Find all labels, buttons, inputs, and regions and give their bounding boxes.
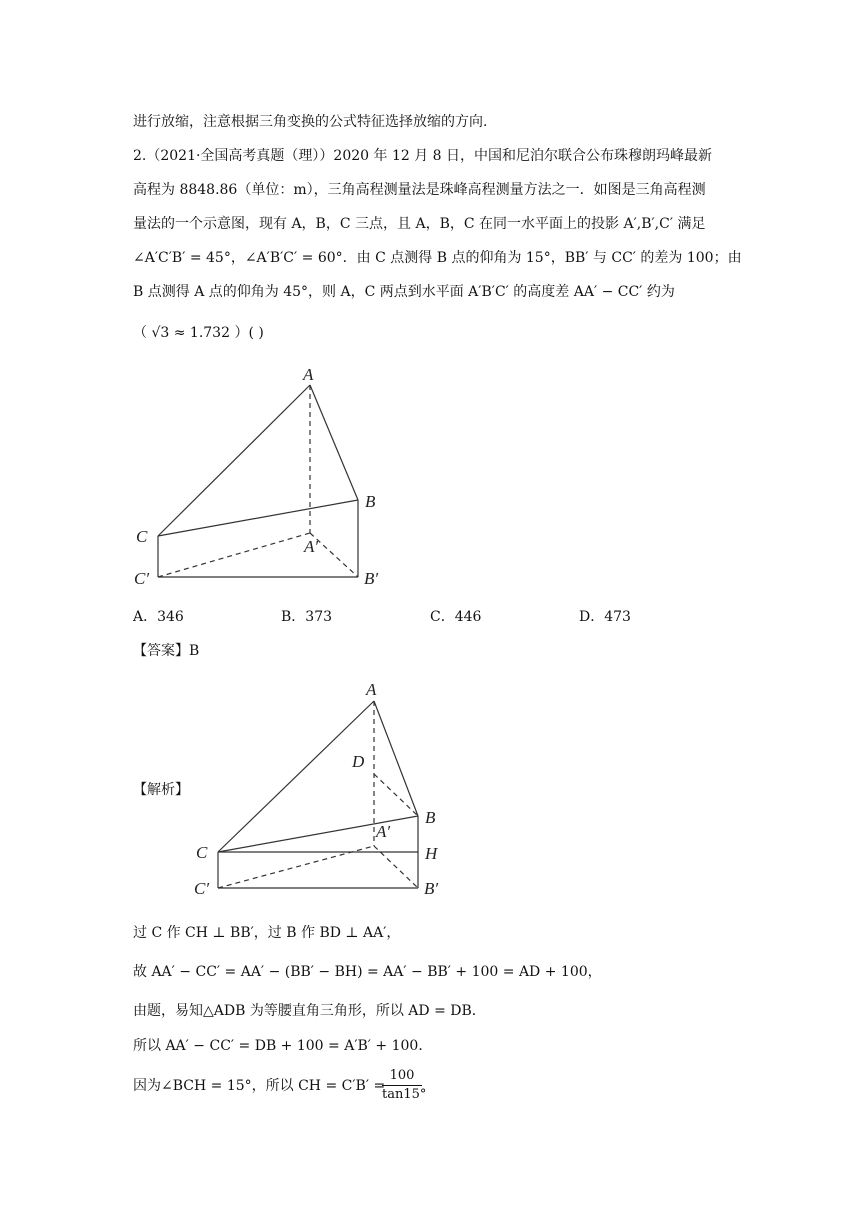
problem-line-5: B 点测得 A 点的仰角为 45°，则 A，C 两点到水平面 A′B′C′ 的高度差 AA′ − CC′ 约为: [133, 284, 675, 300]
solution-line-4: 所以 AA′ − CC′ = DB + 100 = A′B′ + 100．: [133, 1038, 433, 1054]
fig2-label-b-prime: B′: [424, 879, 439, 898]
fraction-denominator: tan15°: [382, 1087, 427, 1102]
fig2-label-c: C: [196, 843, 208, 862]
fig2-label-b: B: [425, 808, 436, 827]
solution-line-3: 由题，易知△ADB 为等腰直角三角形，所以 AD = DB．: [133, 1003, 486, 1019]
fraction-100-over-tan15: [382, 1068, 427, 1103]
problem-line-2: 高程为 8848.86（单位：m），三角高程测量法是珠峰高程测量方法之一．如图是三角高程测: [133, 182, 706, 198]
fig1-label-b: B: [365, 492, 376, 511]
fig1-label-b-prime: B′: [364, 569, 379, 588]
fig2-label-h: H: [425, 844, 438, 863]
fig2-label-a: A: [366, 680, 377, 699]
figure-1-diagram: [120, 355, 400, 600]
fig1-label-c-prime: C′: [134, 569, 150, 588]
problem-line-1: 2.（2021·全国高考真题（理））2020 年 12 月 8 日，中国和尼泊尔联合公布珠穆朗玛峰最新: [133, 148, 713, 164]
solution-line-2: 故 AA′ − CC′ = AA′ − (BB′ − BH) = AA′ − BB′ + 100 = AD + 100，: [133, 964, 602, 980]
problem-line-4: ∠A′C′B′ = 45°，∠A′B′C′ = 60°．由 C 点测得 B 点的仰角为 15°，BB′ 与 CC′ 的差为 100；由: [133, 250, 742, 266]
intro-line: 进行放缩，注意根据三角变换的公式特征选择放缩的方向.: [133, 114, 488, 130]
solution-line-1: 过 C 作 CH ⊥ BB′，过 B 作 BD ⊥ AA′，: [133, 925, 401, 941]
fraction-bar: [382, 1085, 422, 1086]
fraction-numerator: 100: [389, 1068, 415, 1083]
option-b[interactable]: B．373: [281, 609, 333, 625]
fig2-label-a-prime: A′: [376, 822, 391, 841]
fig1-label-a-prime: A′: [304, 537, 319, 556]
fig2-label-d: D: [352, 752, 365, 771]
analysis-label: 【解析】: [133, 782, 189, 798]
option-d[interactable]: D．473: [579, 609, 631, 625]
problem-line-3: 量法的一个示意图，现有 A，B，C 三点，且 A，B，C 在同一水平面上的投影 A′,B′,C′ 满足: [133, 216, 706, 232]
figure-2-diagram: [190, 675, 460, 905]
fig1-label-a: A: [303, 365, 314, 384]
option-a[interactable]: A．346: [133, 609, 184, 625]
fig2-label-c-prime: C′: [194, 879, 210, 898]
answer-line: 【答案】B: [133, 643, 200, 659]
problem-line-6: （ √3 ≈ 1.732 ）( ): [133, 325, 264, 341]
option-c[interactable]: C．446: [430, 609, 482, 625]
fig1-label-c: C: [136, 527, 148, 546]
solution-line-5: 因为∠BCH = 15°，所以 CH = C′B′ =: [133, 1078, 386, 1094]
